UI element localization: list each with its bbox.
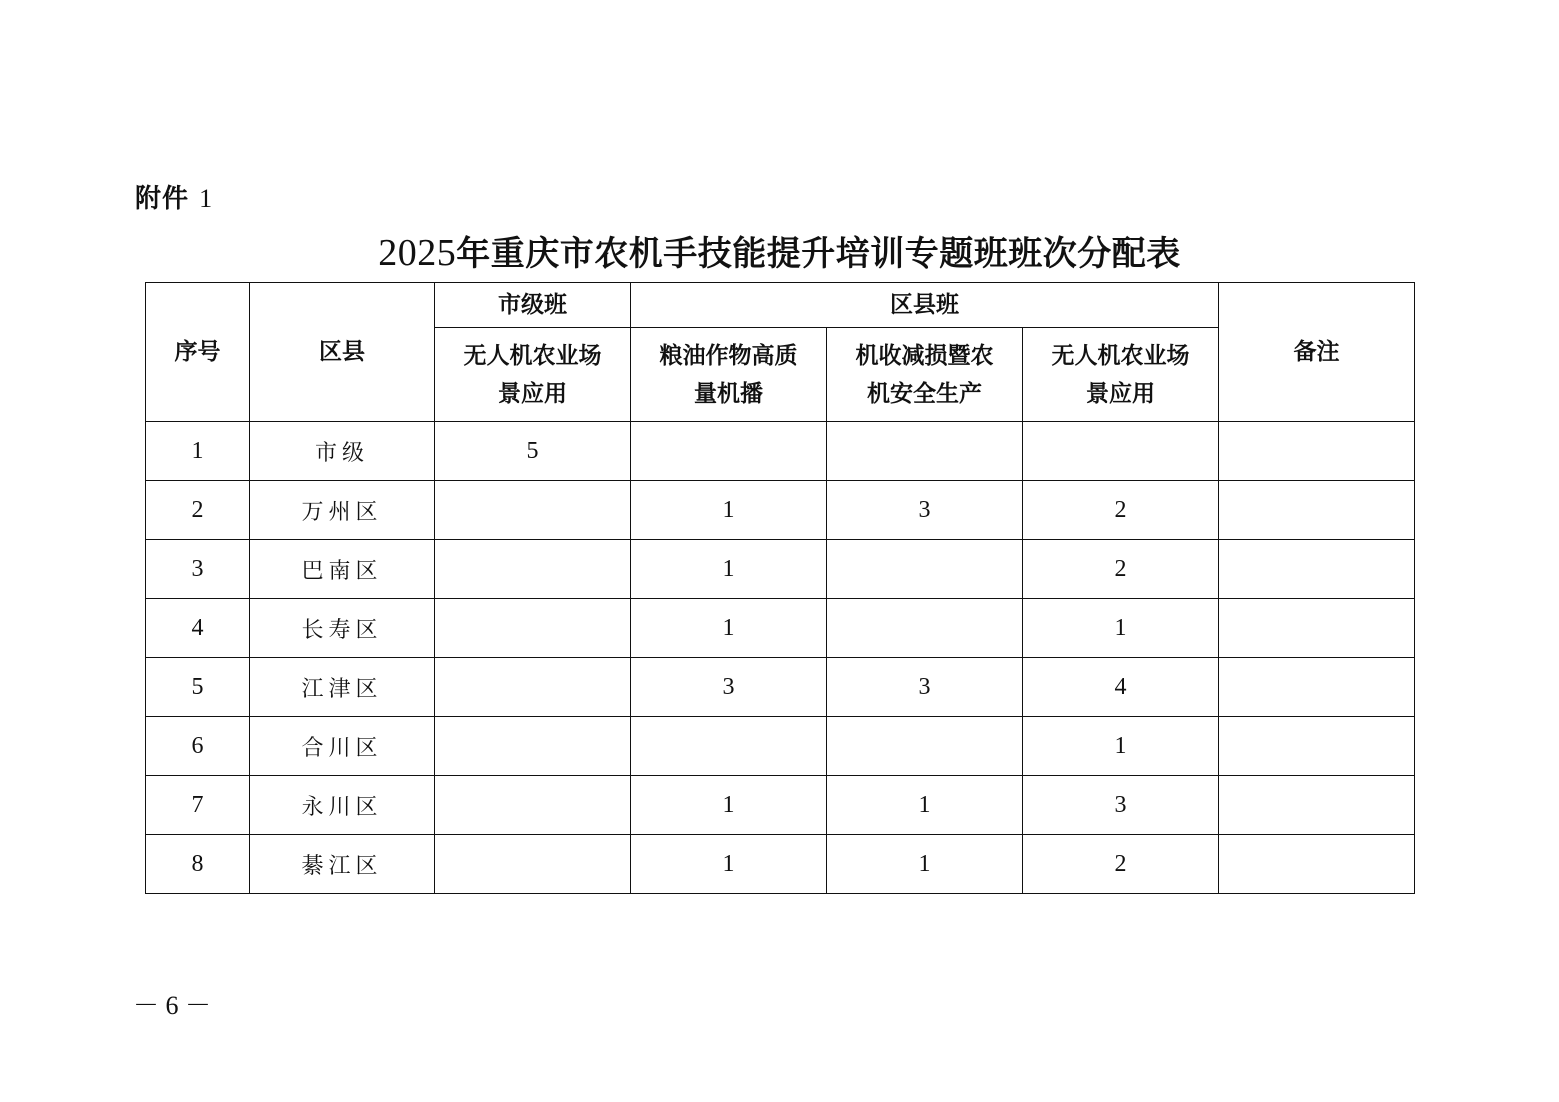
- cell-city-drone: [435, 599, 631, 658]
- table-row: [146, 776, 1415, 835]
- cell-district: 綦江区: [250, 835, 435, 894]
- attachment-label: [135, 178, 213, 215]
- cell-city-drone: [435, 481, 631, 540]
- cell-drone: 1: [1023, 717, 1219, 776]
- cell-district: 巴南区: [250, 540, 435, 599]
- cell-remark: [1219, 481, 1415, 540]
- cell-city-drone: 5: [435, 422, 631, 481]
- table-row: [146, 717, 1415, 776]
- cell-seeding: 1: [631, 776, 827, 835]
- cell-seeding: 1: [631, 481, 827, 540]
- document-title: [0, 226, 1559, 275]
- cell-seq: 5: [146, 658, 250, 717]
- cell-district: 永川区: [250, 776, 435, 835]
- table-body: [146, 422, 1415, 894]
- cell-seq: 4: [146, 599, 250, 658]
- allocation-table: [145, 282, 1415, 894]
- cell-city-drone: [435, 835, 631, 894]
- cell-seq: 8: [146, 835, 250, 894]
- header-seeding-text: 粮油作物高质量机播: [659, 342, 798, 407]
- cell-seq: 6: [146, 717, 250, 776]
- cell-drone: [1023, 422, 1219, 481]
- cell-harvest: 1: [827, 776, 1023, 835]
- header-harvest: [827, 328, 1023, 422]
- cell-harvest: [827, 540, 1023, 599]
- cell-remark: [1219, 422, 1415, 481]
- cell-harvest: 3: [827, 658, 1023, 717]
- cell-harvest: [827, 717, 1023, 776]
- header-harvest-text: 机收减损暨农机安全生产: [855, 342, 994, 407]
- cell-harvest: 1: [827, 835, 1023, 894]
- page-number: － 6 －: [133, 991, 212, 1020]
- title-text: 年重庆市农机手技能提升培训专题班班次分配表: [456, 234, 1181, 274]
- table-row: [146, 599, 1415, 658]
- cell-remark: [1219, 540, 1415, 599]
- cell-drone: 3: [1023, 776, 1219, 835]
- cell-seeding: 1: [631, 835, 827, 894]
- header-remark: 备注: [1219, 283, 1415, 422]
- cell-district: 合川区: [250, 717, 435, 776]
- cell-drone: 1: [1023, 599, 1219, 658]
- table-row: [146, 481, 1415, 540]
- attachment-prefix: 附件: [135, 184, 190, 214]
- cell-remark: [1219, 658, 1415, 717]
- header-seq: 序号: [146, 283, 250, 422]
- cell-seeding: 1: [631, 540, 827, 599]
- table-row: [146, 422, 1415, 481]
- header-city-drone-text: 无人机农业场景应用: [463, 342, 602, 407]
- cell-city-drone: [435, 658, 631, 717]
- cell-remark: [1219, 835, 1415, 894]
- cell-seeding: [631, 717, 827, 776]
- cell-harvest: [827, 599, 1023, 658]
- cell-seq: 7: [146, 776, 250, 835]
- cell-city-drone: [435, 717, 631, 776]
- cell-city-drone: [435, 776, 631, 835]
- attachment-number: 1: [199, 184, 214, 213]
- cell-remark: [1219, 776, 1415, 835]
- cell-drone: 2: [1023, 835, 1219, 894]
- cell-district: 长寿区: [250, 599, 435, 658]
- header-district-group: 区县班: [631, 283, 1219, 328]
- table-row: [146, 658, 1415, 717]
- header-city-group: 市级班: [435, 283, 631, 328]
- cell-district: 市级: [250, 422, 435, 481]
- header-drone-text: 无人机农业场景应用: [1051, 342, 1190, 407]
- cell-city-drone: [435, 540, 631, 599]
- cell-harvest: 3: [827, 481, 1023, 540]
- cell-seq: 3: [146, 540, 250, 599]
- header-drone: [1023, 328, 1219, 422]
- header-district: 区县: [250, 283, 435, 422]
- title-year: 2025: [378, 232, 457, 274]
- cell-seeding: 3: [631, 658, 827, 717]
- cell-drone: 2: [1023, 481, 1219, 540]
- table-row: [146, 835, 1415, 894]
- cell-seeding: 1: [631, 599, 827, 658]
- header-seeding: [631, 328, 827, 422]
- cell-drone: 4: [1023, 658, 1219, 717]
- cell-seq: 2: [146, 481, 250, 540]
- cell-drone: 2: [1023, 540, 1219, 599]
- table-row: [146, 540, 1415, 599]
- header-row-1: [146, 283, 1415, 328]
- cell-district: 江津区: [250, 658, 435, 717]
- cell-district: 万州区: [250, 481, 435, 540]
- cell-seq: 1: [146, 422, 250, 481]
- cell-remark: [1219, 717, 1415, 776]
- cell-harvest: [827, 422, 1023, 481]
- header-city-drone: [435, 328, 631, 422]
- cell-seeding: [631, 422, 827, 481]
- cell-remark: [1219, 599, 1415, 658]
